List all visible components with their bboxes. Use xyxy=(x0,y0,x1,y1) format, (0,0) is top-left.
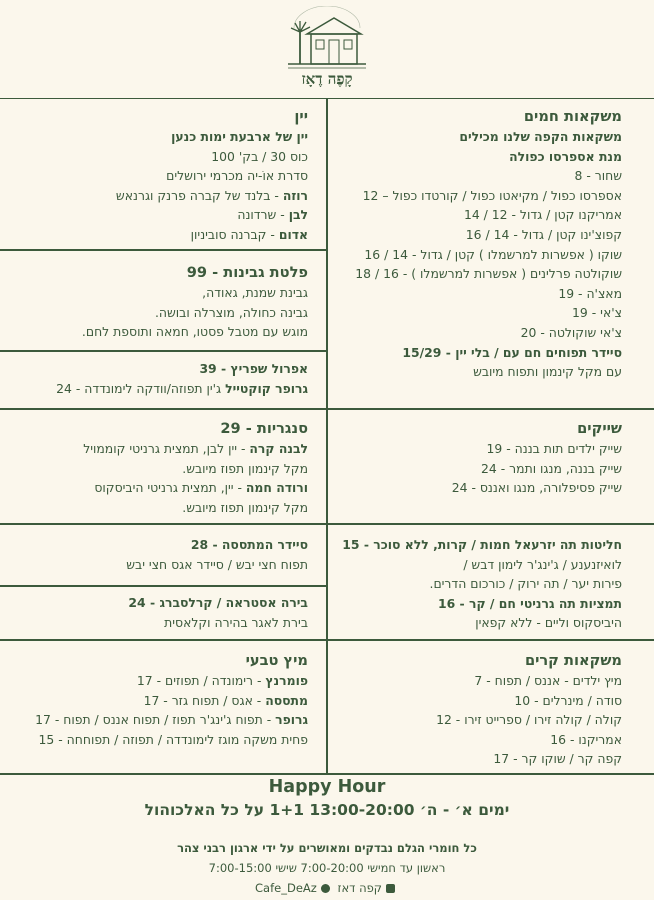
hot-drinks-title: משקאות חמים xyxy=(523,108,622,125)
sangria-rose: ורודה חמה - יין, תמצית גרניטי היביסקוס xyxy=(94,480,308,496)
happy-hour-title: Happy Hour xyxy=(268,777,386,797)
house-logo-icon xyxy=(286,6,368,72)
cocktails-section xyxy=(8,359,308,398)
cheese-line: גבינה כחולה, מוצרלה ובושה. xyxy=(154,304,308,320)
menu-item: צ'אי שוקולטה - 20 xyxy=(520,324,622,340)
hot-cider-item: סיידר תפוחים חם עם / בלי יין - 15/29 xyxy=(402,344,622,360)
beer-title: בירה אסטראה / קרלסברג - 24 xyxy=(128,595,308,610)
wine-sub: יין של ארבעת ימות כנען xyxy=(171,129,308,144)
divider-wine-cheese xyxy=(0,249,326,251)
column-divider xyxy=(326,98,328,773)
facebook-icon xyxy=(386,884,395,893)
cafe-name: קָפֶה דֶאָז xyxy=(301,70,353,88)
shakes-section xyxy=(332,418,622,498)
menu-item: מיץ ילדים - אננס / תפוח - 7 xyxy=(474,673,622,688)
happy-hour-line: ימים א׳ - ה׳ 13:00-20:00 1+1 על כל האלכוהול xyxy=(144,801,510,819)
menu-item: אספרסו כפול / מקיאטו כפול / קורטדו כפול – 12 xyxy=(362,187,622,203)
tea-item: פירות יער / תה ירוק / כורכום הדרים. xyxy=(429,576,622,592)
facebook-handle[interactable]: קפה דאז xyxy=(337,881,382,895)
granita-desc: היביסקוס וליים - ללא קפאין xyxy=(475,615,622,631)
cider-section xyxy=(8,535,308,574)
wine-title: יין xyxy=(294,108,308,125)
kosher-note: כל חומרי הגלם נבדקים ומאושרים על ידי ארגון רבני צהר xyxy=(177,841,477,855)
menu-item: שייק פסיפלורה, מנגו ואננס - 24 xyxy=(451,480,622,496)
menu-item: שייק בננה, מנגו ותמר - 24 xyxy=(481,460,622,476)
cheese-section xyxy=(8,262,308,342)
divider-cider-beer xyxy=(0,585,326,587)
menu-item: קפוצ'ינו קטן / גדול - 14 / 16 xyxy=(465,226,622,242)
wine-section xyxy=(8,106,308,245)
menu-item: שוקו ( אפשרות למרשמלו ) קטן / גדול - 14 / 16 xyxy=(364,246,622,262)
menu-item: מאצ'ה - 19 xyxy=(558,285,622,301)
grouper-cocktail-item: גרופר קוקטייל ג'ין תפוזה/וודקה לימונדדה - 24 xyxy=(56,380,308,396)
menu-item: אמריקנו קטן / גדול - 12 / 14 xyxy=(463,207,622,223)
happy-hour-section xyxy=(0,775,654,821)
wine-red: אדום - קברנה סוביניון xyxy=(190,226,308,242)
granita-item: תמציות תה גרניטי חם / קר - 16 xyxy=(437,595,622,611)
wine-rose: רוזה - בלנד של קברה פרנק וגרנאש xyxy=(115,187,308,203)
sangria-white: לבנה קרה - יין לבן, תמצית גרניטי קוממויל xyxy=(83,441,308,456)
menu-item: שחור - 8 xyxy=(574,168,622,184)
juice-item: מתססה - אגס / תפוח גזר - 17 xyxy=(143,692,308,708)
cheese-line: מוגש עם מטבל פסטו, חמאה ותוספת לחם. xyxy=(81,324,308,340)
tea-title: חליטות תה יזרעאל חמות / קרות, ללא סוכר - 15 xyxy=(342,537,622,552)
beer-desc: בירת לאגר בהירה וקלאסית xyxy=(164,614,308,630)
divider-row-2 xyxy=(0,408,654,410)
cider-title: סיידר המתססה - 28 xyxy=(190,537,308,552)
juice-item: פומרנץ - רימונדה / תפוזים - 17 xyxy=(136,673,308,688)
juice-section xyxy=(8,650,308,749)
wine-series: סדרת אוֹ-יה מכרמי ירושלים xyxy=(166,168,308,184)
divider-row-3 xyxy=(0,523,654,525)
opening-hours: ראשון עד חמישי 7:00-20:00 שישי 7:00-15:00 xyxy=(208,861,446,875)
instagram-handle[interactable]: Cafe_DeAz xyxy=(255,881,317,895)
menu-item: שוקולטה פרלינים ( אפשרות למרשמלו ) - 16 / 18 xyxy=(355,266,622,282)
divider-row-4 xyxy=(0,639,654,641)
instagram-icon xyxy=(321,884,330,893)
wine-white: לבן - שרדונה xyxy=(237,207,308,223)
menu-item: קולה / קולה זירו / ספרייט זירו - 12 xyxy=(436,712,622,728)
tea-section xyxy=(332,535,622,633)
sangria-white-desc: מקל קינמון תפוז מיובש. xyxy=(182,460,308,476)
cider-desc: תפוח חצי יבש / סיידר אגס חצי יבש xyxy=(126,556,308,572)
hot-drinks-sub2: מנת אספרסו כפולה xyxy=(509,148,622,164)
menu-item: אמריקנו - 16 xyxy=(550,731,622,747)
aperol-item: אפרול שפריץ - 39 xyxy=(199,361,308,376)
sangria-title: סנגריות - 29 xyxy=(220,420,308,437)
cold-drinks-title: משקאות קרים xyxy=(524,652,622,669)
menu-item: שייק ילדים תות בננה - 19 xyxy=(486,441,622,456)
juice-soda-item: פחית משקה מוגז לימונדדה / תפוזה / תפוחחה - 15 xyxy=(38,731,308,747)
hot-cider-desc: עם מקל קינמון ותפוח מיובש xyxy=(473,364,622,380)
social-links xyxy=(0,878,654,898)
cheese-line: גבינת שמנת, גאודה, xyxy=(202,285,308,300)
shakes-title: שייקים xyxy=(577,420,622,437)
tea-item: לואיזנענע / ג'ינג'ר לימון דבש / xyxy=(463,556,622,572)
cafe-logo xyxy=(277,6,377,94)
cheese-title: פלטת גבינות - 99 xyxy=(186,264,308,281)
hot-drinks-sub1: משקאות הקפה שלנו מכילים xyxy=(459,129,622,144)
menu-item: צ'אי - 19 xyxy=(572,305,622,321)
juice-item: גרופר - תפוח ג'ינג'ר תפוז / תפוח אננס / תפוח - 17 xyxy=(35,712,308,728)
wine-price: כוס 30 / בק' 100 xyxy=(211,148,308,164)
footer xyxy=(0,838,654,898)
beer-section xyxy=(8,593,308,632)
divider-cheese-cocktails xyxy=(0,350,326,352)
sangria-section xyxy=(8,418,308,517)
menu-item: קפה קר / שוקו קר - 17 xyxy=(493,751,622,767)
menu-item: סודה / מינרלים - 10 xyxy=(514,692,622,708)
hot-drinks-section xyxy=(332,106,622,382)
juice-title: מיץ טבעי xyxy=(245,652,308,669)
sangria-rose-desc: מקל קינמון תפוז מיובש. xyxy=(182,499,308,515)
cold-drinks-section xyxy=(332,650,622,769)
